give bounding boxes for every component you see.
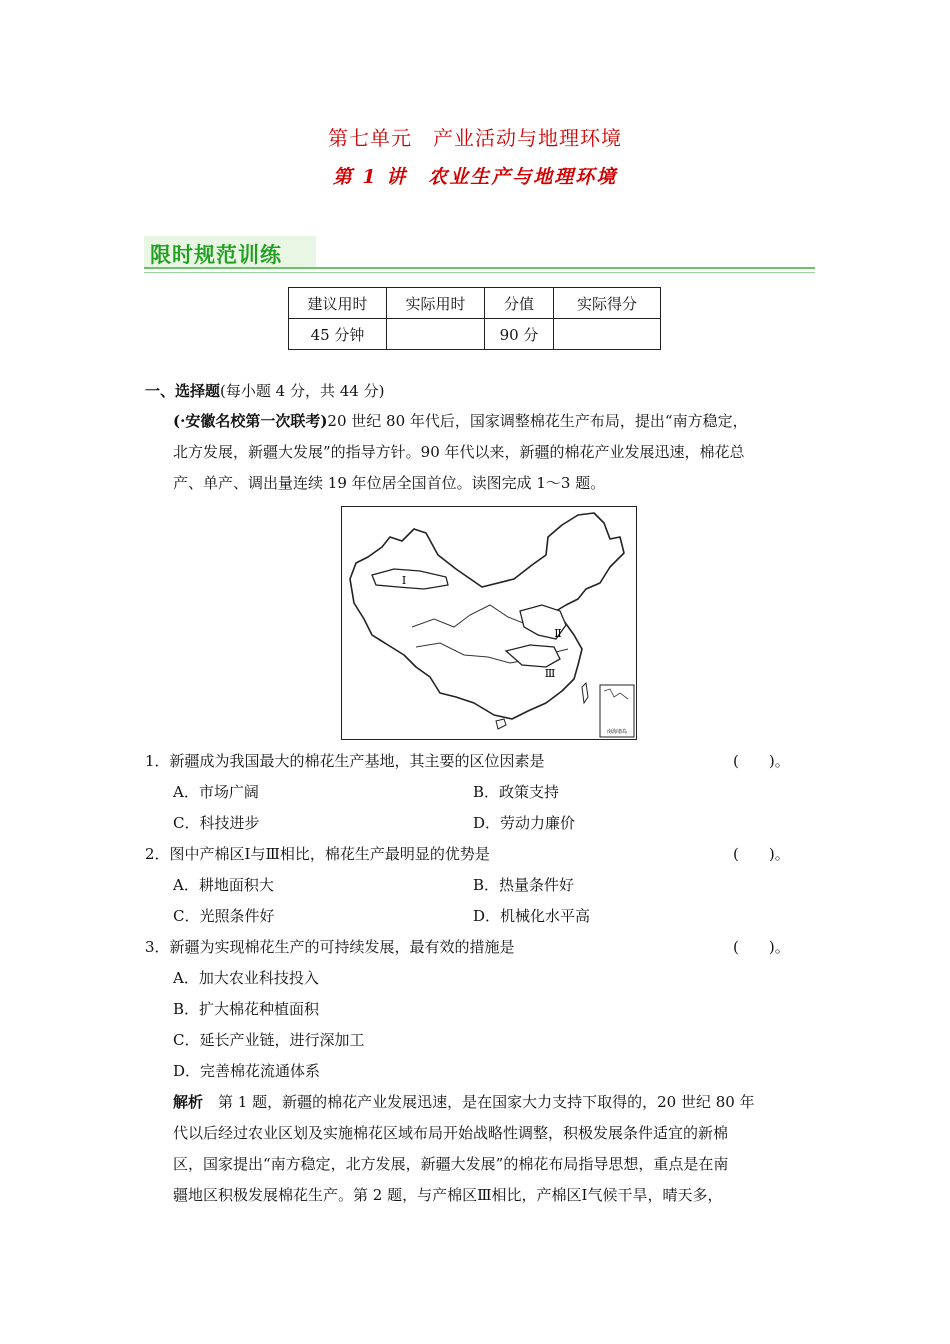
- option-a[interactable]: A．加大农业科技投入: [173, 969, 319, 987]
- analysis-line: [173, 1091, 755, 1112]
- answer-blank[interactable]: ( )。: [733, 938, 790, 956]
- option-b[interactable]: B．扩大棉花种植面积: [173, 1000, 320, 1018]
- china-map-graphic: [342, 507, 636, 739]
- region-label-2: Ⅱ: [554, 627, 562, 640]
- china-outline: [350, 513, 624, 719]
- unit-title: 第七单元 产业活动与地理环境: [328, 126, 622, 150]
- table-cell-actual-score[interactable]: [554, 319, 661, 350]
- question-1-stem: 1．新疆成为我国最大的棉花生产基地，其主要的区位因素是: [145, 752, 545, 770]
- intro-line: [173, 410, 748, 431]
- option-a[interactable]: A．耕地面积大: [173, 876, 274, 894]
- option-a[interactable]: A．市场广阔: [173, 783, 259, 801]
- banner-rule-thin: [144, 272, 815, 273]
- table-header-cell: 分值: [485, 288, 554, 319]
- taiwan-island: [582, 683, 588, 703]
- score-table-row: [289, 319, 661, 350]
- analysis-text: 第 1 题，新疆的棉花产业发展迅速，是在国家大力支持下取得的，20 世纪 80 年: [203, 1093, 755, 1111]
- region-label-1: Ⅰ: [401, 574, 407, 587]
- banner-rule: [144, 267, 815, 269]
- section-number: 一、: [145, 382, 176, 400]
- question-2-stem: 2．图中产棉区Ⅰ与Ⅲ相比，棉花生产最明显的优势是: [145, 845, 490, 863]
- table-cell-suggested-time: 45 分钟: [289, 319, 387, 350]
- region-label-3: Ⅲ: [544, 667, 556, 680]
- option-c[interactable]: C．科技进步: [173, 814, 260, 832]
- option-d[interactable]: D．机械化水平高: [473, 907, 591, 925]
- section-note: (每小题 4 分，共 44 分): [220, 382, 385, 400]
- section-title: 选择题: [175, 382, 221, 400]
- analysis-line: 代以后经过农业区划及实施棉花区域布局开始战略性调整，积极发展条件适宜的新棉: [173, 1124, 729, 1142]
- hainan-island: [496, 719, 506, 729]
- intro-text: 20 世纪 80 年代后，国家调整棉花生产布局，提出“南方稳定，: [327, 412, 748, 430]
- score-table-header-row: [289, 288, 661, 319]
- table-header-cell: 建议用时: [289, 288, 387, 319]
- option-b[interactable]: B．热量条件好: [473, 876, 575, 894]
- option-c[interactable]: C．延长产业链，进行深加工: [173, 1031, 365, 1049]
- question-3-stem: 3．新疆为实现棉花生产的可持续发展，最有效的措施是: [145, 938, 515, 956]
- option-d[interactable]: D．完善棉花流通体系: [173, 1062, 321, 1080]
- intro-source: (·安徽名校第一次联考): [173, 412, 328, 430]
- analysis-line: 区，国家提出“南方稳定，北方发展，新疆大发展”的棉花布局指导思想，重点是在南: [173, 1155, 729, 1173]
- intro-line: 产、单产、调出量连续 19 年位居全国首位。读图完成 1～3 题。: [173, 474, 606, 492]
- score-table: [288, 287, 661, 350]
- option-d[interactable]: D．劳动力廉价: [473, 814, 576, 832]
- answer-blank[interactable]: ( )。: [733, 845, 790, 863]
- table-cell-points: 90 分: [485, 319, 554, 350]
- banner-label: 限时规范训练: [150, 243, 282, 267]
- intro-line: 北方发展，新疆大发展”的指导方针。90 年代以来，新疆的棉花产业发展迅速，棉花总: [173, 443, 745, 461]
- table-header-cell: 实际用时: [387, 288, 485, 319]
- region-1-outline: [372, 569, 448, 589]
- table-cell-actual-time[interactable]: [387, 319, 485, 350]
- lesson-title: 第 1 讲 农业生产与地理环境: [332, 166, 618, 188]
- option-c[interactable]: C．光照条件好: [173, 907, 275, 925]
- answer-blank[interactable]: ( )。: [733, 752, 790, 770]
- option-b[interactable]: B．政策支持: [473, 783, 560, 801]
- table-header-cell: 实际得分: [554, 288, 661, 319]
- inset-label: 南海诸岛: [606, 729, 628, 735]
- analysis-label: 解析: [173, 1093, 204, 1111]
- region-3-outline: [506, 645, 560, 667]
- china-cotton-map: [341, 506, 637, 740]
- analysis-line: 疆地区积极发展棉花生产。第 2 题，与产棉区Ⅲ相比，产棉区Ⅰ气候干旱，晴天多，: [173, 1186, 723, 1204]
- section-heading: [145, 380, 384, 401]
